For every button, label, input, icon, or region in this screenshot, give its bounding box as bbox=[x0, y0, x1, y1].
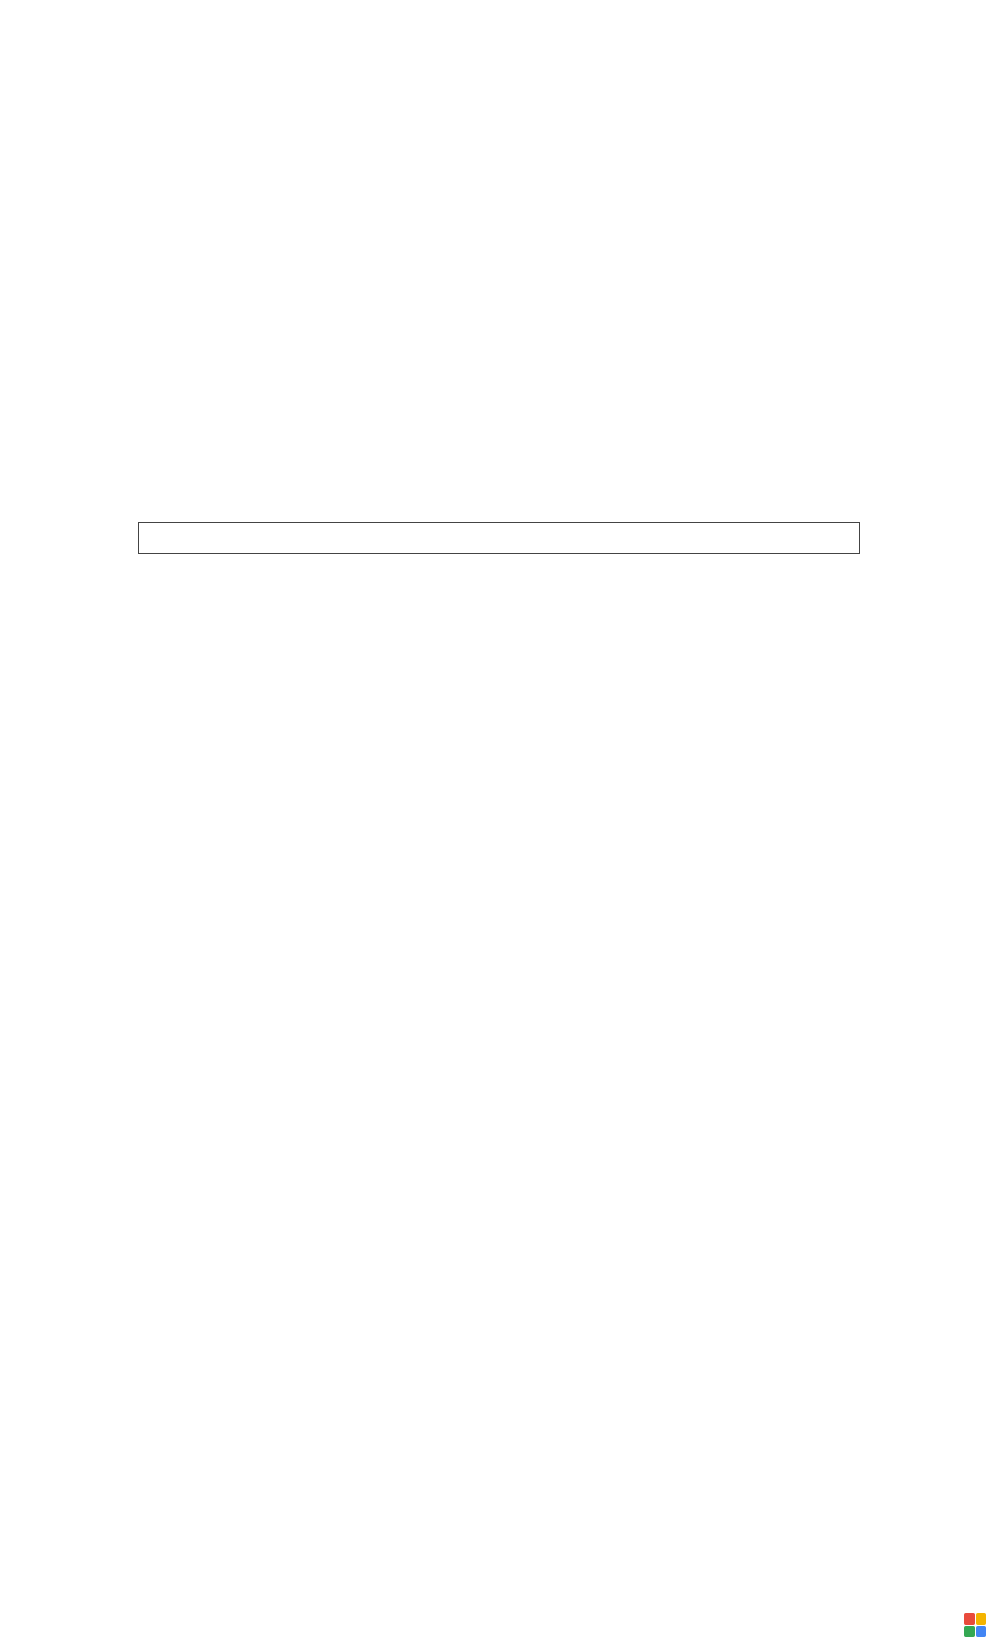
liveworksheets-logo bbox=[964, 1613, 990, 1637]
liveworksheets-logo-icon bbox=[964, 1613, 986, 1637]
word-bank bbox=[138, 522, 860, 554]
